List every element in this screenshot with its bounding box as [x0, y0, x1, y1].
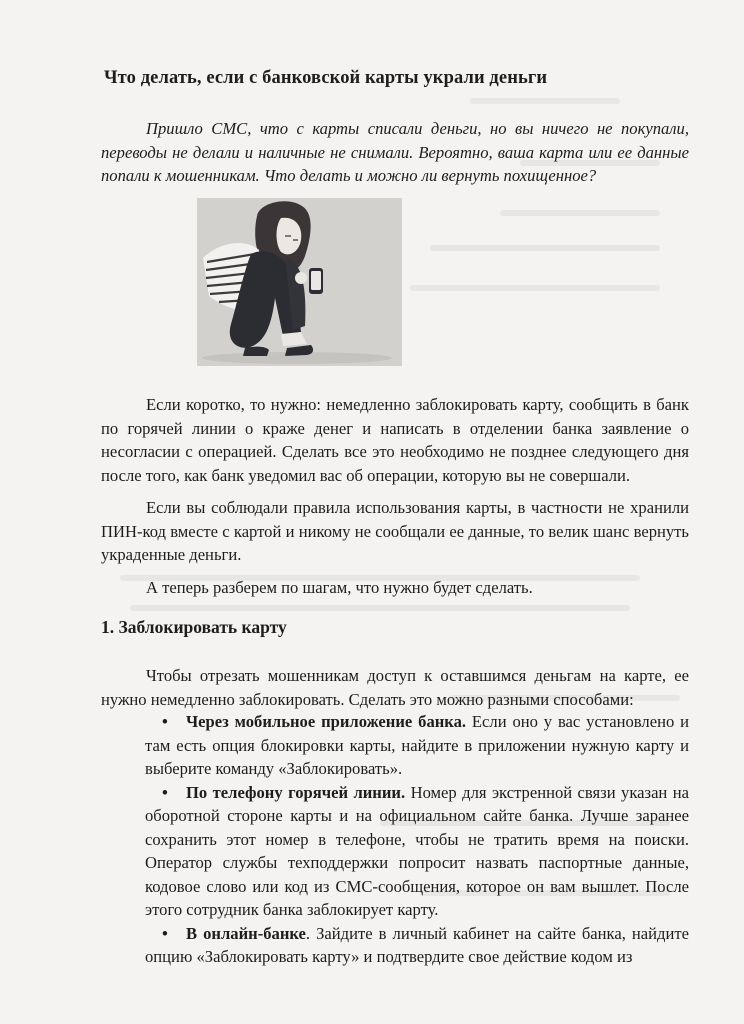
- bullet-text: Если оно у вас установлено и там есть опция блокировки карты, найдите в приложении нужную карту и выберите команду «Заблокировать».: [145, 712, 689, 778]
- bullet-heading: Через мобильное приложение банка.: [186, 712, 467, 731]
- steps-intro-paragraph: А теперь разберем по шагам, что нужно будет сделать.: [146, 578, 533, 597]
- summary-paragraph: Если коротко, то нужно: немедленно заблокировать карту, сообщить в банк по горячей линии о краже денег и написать в отделении банка заявление о несогласии с операцией. Сделать все это необходимо не позднее следующего дня после того, как банк уведомил вас об операции, которую вы не совершали.: [101, 395, 689, 485]
- list-item: [101, 781, 689, 922]
- distressed-person-with-phone-illustration: [197, 198, 402, 366]
- bullet-heading: В онлайн-банке: [186, 923, 306, 943]
- blocking-methods-list: [101, 710, 689, 969]
- list-item: [101, 922, 689, 969]
- list-item: [101, 710, 689, 781]
- bullet-text: . Зайдите в личный кабинет на сайте банка, найдите опцию «Заблокировать карту» и подтвердите свое действие кодом из: [145, 923, 689, 966]
- bullet-heading: По телефону горячей линии.: [186, 782, 406, 802]
- section-intro-paragraph: Чтобы отрезать мошенникам доступ к оставшимся деньгам на карте, ее нужно немедленно заблокировать. Сделать это можно разными способами:: [101, 666, 689, 709]
- lead-paragraph: Пришло СМС, что с карты списали деньги, но вы ничего не покупали, переводы не делали и наличные не снимали. Вероятно, ваша карта или ее данные попали к мошенникам. Что делать и можно ли вернуть похищенное?: [101, 119, 689, 185]
- page-title: Что делать, если с банковской карты украли деньги: [104, 68, 548, 88]
- bullet-text: Номер для экстренной связи указан на оборотной стороне карты и на официальном сайте банка. Лучше заранее сохранить этот номер в телефоне, чтобы не тратить время на поиски. Оператор службы техподдержки попросит назвать паспортные данные, кодовое слово или код из СМС-сообщения, которое он вам вышлет. После этого сотрудник банка заблокирует карту.: [145, 782, 689, 919]
- conditions-paragraph: Если вы соблюдали правила использования карты, в частности не хранили ПИН-код вместе с картой и никому не сообщали ее данные, то велик шанс вернуть украденные деньги.: [101, 498, 689, 564]
- section-heading: 1. Заблокировать карту: [101, 617, 287, 637]
